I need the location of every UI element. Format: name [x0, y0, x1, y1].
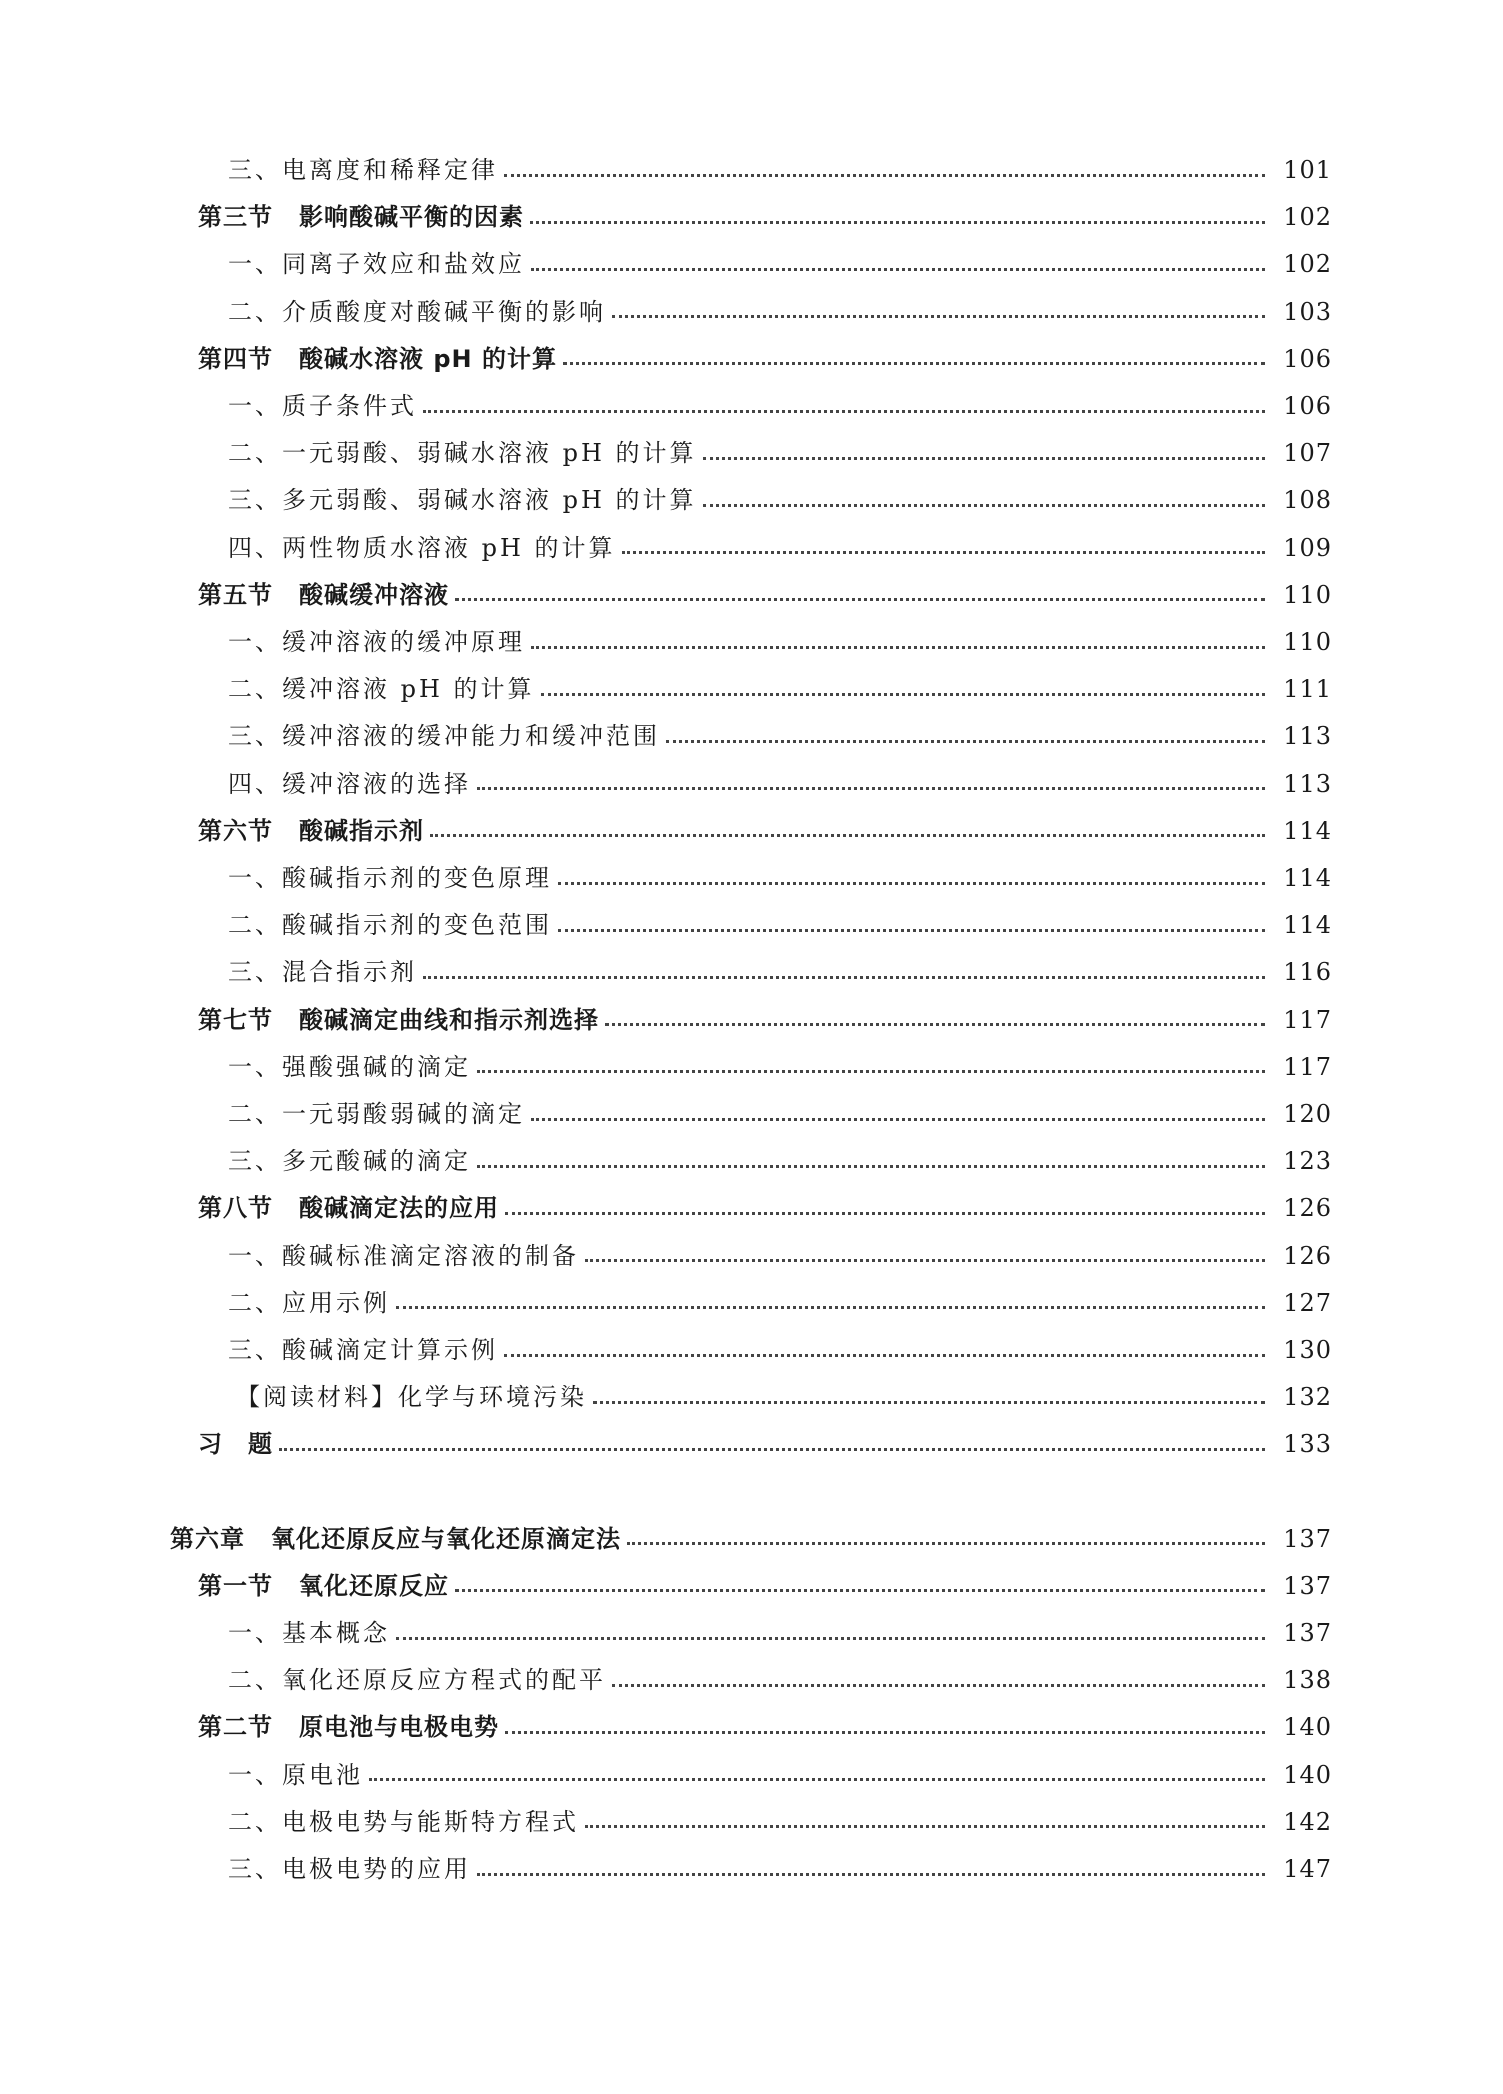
toc-entry-title: [198, 1705, 499, 1749]
toc-entry-title: [198, 195, 524, 239]
toc-entry-number: 第三节: [198, 203, 273, 232]
toc-page-number: 117: [1283, 1052, 1332, 1081]
toc-entry-text: 二、氧化还原反应方程式的配平: [228, 1666, 606, 1695]
toc-section: [198, 1186, 1332, 1230]
toc-entry-text: 影响酸碱平衡的因素: [299, 203, 524, 232]
toc-entry-text: 酸碱缓冲溶液: [299, 580, 449, 609]
toc-page-number: 133: [1283, 1430, 1332, 1459]
toc-entry-text: 二、缓冲溶液 pH 的计算: [228, 675, 535, 704]
toc-subsection: [228, 1139, 1332, 1183]
dot-leader: [627, 1542, 1265, 1545]
toc-page-number: 120: [1283, 1100, 1332, 1128]
toc-subsection: [228, 714, 1332, 758]
toc-entry-number: 第八节: [198, 1194, 273, 1223]
toc-subsection: [228, 856, 1332, 900]
toc-entry-text: 氧化还原反应: [299, 1571, 449, 1600]
toc-subsection: [228, 1611, 1332, 1655]
toc-subsection: [228, 1328, 1332, 1372]
toc-entry-text: 一、酸碱指示剂的变色原理: [228, 864, 552, 892]
toc-page-number: 147: [1283, 1855, 1332, 1883]
toc-entry-text: 一、基本概念: [228, 1619, 390, 1647]
dot-leader: [585, 1259, 1265, 1262]
toc-entry-text: 四、缓冲溶液的选择: [228, 769, 471, 798]
toc-entry-text: 三、酸碱滴定计算示例: [228, 1336, 498, 1364]
toc-entry-text: 酸碱水溶液 pH 的计算: [299, 344, 557, 373]
toc-subsection: [228, 384, 1332, 428]
toc-subsection: [228, 1281, 1332, 1325]
toc-page-number: 116: [1283, 958, 1332, 987]
toc-subsection: [228, 1658, 1332, 1702]
toc-page-number: 102: [1283, 203, 1332, 232]
toc-page-number: 140: [1283, 1760, 1332, 1789]
dot-leader: [505, 1731, 1265, 1734]
toc-entry-title: [198, 1186, 499, 1230]
toc-entry-title: [228, 1611, 390, 1655]
toc-section: [198, 1564, 1332, 1608]
toc-subsection: [228, 1092, 1332, 1136]
toc-subsection: [228, 431, 1332, 475]
toc-page-number: 114: [1283, 911, 1332, 940]
dot-leader: [703, 457, 1266, 460]
dot-leader: [477, 1070, 1265, 1073]
toc-page-number: 106: [1283, 392, 1332, 420]
dot-leader: [563, 362, 1265, 365]
toc-entry-title: [228, 1658, 606, 1702]
toc-subsection: [228, 667, 1332, 711]
toc-section: [198, 1705, 1332, 1749]
toc-entry-title: [228, 1045, 471, 1089]
toc-page-number: 138: [1283, 1666, 1332, 1695]
toc-section: [198, 809, 1332, 853]
dot-leader: [477, 1165, 1265, 1168]
toc-subsection: [228, 1753, 1332, 1797]
dot-leader: [541, 693, 1266, 696]
toc-page-number: 102: [1283, 250, 1332, 279]
toc-page-number: 108: [1283, 486, 1332, 515]
toc-subsection: [228, 290, 1332, 334]
dot-leader: [558, 882, 1265, 885]
dot-leader: [396, 1637, 1265, 1640]
toc-entry-text: 酸碱滴定曲线和指示剂选择: [299, 1005, 599, 1034]
toc-entry-title: [228, 384, 417, 428]
toc-entry-text: 三、多元弱酸、弱碱水溶液 pH 的计算: [228, 486, 697, 515]
toc-entry-number: 第二节: [198, 1713, 273, 1742]
toc-entry-text: 一、同离子效应和盐效应: [228, 250, 525, 279]
toc-section: [198, 337, 1332, 381]
dot-leader: [423, 976, 1265, 979]
toc-entry-title: [198, 573, 449, 617]
toc-entry-number: 第四节: [198, 344, 273, 373]
toc-page-number: 114: [1283, 864, 1332, 892]
toc-entry-text: 三、混合指示剂: [228, 958, 417, 987]
toc-entry-title: [228, 762, 471, 806]
toc-entry-title: [198, 998, 599, 1042]
toc-entry-text: 一、酸碱标准滴定溶液的制备: [228, 1241, 579, 1270]
toc-entry-title: [228, 431, 697, 475]
dot-leader: [455, 1589, 1265, 1592]
dot-leader: [504, 174, 1265, 177]
toc-page-number: 137: [1283, 1524, 1332, 1553]
toc-page-number: 126: [1283, 1194, 1332, 1223]
dot-leader: [612, 1684, 1265, 1687]
dot-leader: [477, 1873, 1265, 1876]
dot-leader: [585, 1825, 1265, 1828]
toc-entry-text: 二、介质酸度对酸碱平衡的影响: [228, 297, 606, 326]
dot-leader: [396, 1306, 1265, 1309]
dot-leader: [430, 834, 1265, 837]
toc-entry-title: [198, 1422, 273, 1466]
toc-entry-text: 原电池与电极电势: [299, 1713, 499, 1742]
toc-entry-text: 【阅读材料】化学与环境污染: [236, 1383, 587, 1412]
toc-entry-text: 氧化还原反应与氧化还原滴定法: [271, 1524, 621, 1553]
toc-entry-title: [228, 1753, 363, 1797]
toc-entry-text: 二、酸碱指示剂的变色范围: [228, 911, 552, 940]
toc-page-number: 123: [1283, 1147, 1332, 1176]
toc-entry-title: [228, 1800, 579, 1844]
toc-entry-title: [228, 1328, 498, 1372]
toc-subsection: [228, 148, 1332, 192]
toc-page-number: 113: [1283, 769, 1332, 798]
dot-leader: [369, 1778, 1265, 1781]
toc-entry-title: [228, 714, 660, 758]
toc-page-number: 127: [1283, 1288, 1332, 1317]
dot-leader: [531, 268, 1265, 271]
dot-leader: [477, 787, 1265, 790]
toc-subsection: [228, 526, 1332, 570]
toc-page-number: 109: [1283, 533, 1332, 562]
toc-entry-text: 一、强酸强碱的滴定: [228, 1052, 471, 1081]
toc-page-number: 101: [1283, 156, 1332, 184]
toc-entry-text: 酸碱滴定法的应用: [299, 1194, 499, 1223]
toc-page-number: 107: [1283, 439, 1332, 468]
toc-entry-text: 三、多元酸碱的滴定: [228, 1147, 471, 1176]
dot-leader: [622, 551, 1266, 554]
toc-subsection: [228, 1045, 1332, 1089]
toc-page-number: 142: [1283, 1807, 1332, 1836]
dot-leader: [423, 410, 1265, 413]
toc-entry-number: 第七节: [198, 1005, 273, 1034]
toc-page-number: 137: [1283, 1619, 1332, 1647]
toc-entry-title: [228, 856, 552, 900]
toc-entry-number: 第六节: [198, 816, 273, 845]
toc-entry-title: [170, 1517, 621, 1561]
toc-entry-title: [198, 337, 557, 381]
dot-leader: [666, 740, 1265, 743]
toc-subsection: [228, 903, 1332, 947]
toc-entry-text: 一、质子条件式: [228, 392, 417, 420]
toc-section: [198, 1422, 1332, 1466]
toc-entry-number: 第一节: [198, 1571, 273, 1600]
toc-entry-text: 一、原电池: [228, 1760, 363, 1789]
toc-page-number: 137: [1283, 1571, 1332, 1600]
dot-leader: [455, 598, 1265, 601]
toc-page-number: 126: [1283, 1241, 1332, 1270]
toc-subsection: [228, 620, 1332, 664]
toc-page-number: 110: [1283, 580, 1332, 609]
toc-page-number: 117: [1283, 1005, 1332, 1034]
toc-entry-title: [228, 242, 525, 286]
toc-entry-title: [228, 290, 606, 334]
toc-entry-title: [228, 667, 535, 711]
toc-subsection: [236, 1375, 1332, 1419]
toc-entry-title: [198, 1564, 449, 1608]
toc-entry-text: 习 题: [198, 1430, 273, 1459]
toc-entry-text: 三、电离度和稀释定律: [228, 156, 498, 184]
toc-subsection: [228, 1800, 1332, 1844]
dot-leader: [505, 1212, 1265, 1215]
toc-entry-text: 三、电极电势的应用: [228, 1855, 471, 1883]
toc-entry-title: [198, 809, 424, 853]
toc-entry-title: [236, 1375, 587, 1419]
toc-entry-title: [228, 1092, 525, 1136]
toc-page-number: 110: [1283, 628, 1332, 656]
toc-entry-title: [228, 1139, 471, 1183]
dot-leader: [530, 221, 1265, 224]
toc-entry-number: 第五节: [198, 580, 273, 609]
toc-entry-text: 三、缓冲溶液的缓冲能力和缓冲范围: [228, 722, 660, 751]
toc-entry-title: [228, 1847, 471, 1891]
toc-page-number: 103: [1283, 297, 1332, 326]
toc-page-number: 114: [1283, 816, 1332, 845]
toc-entry-text: 二、电极电势与能斯特方程式: [228, 1807, 579, 1836]
toc-page-number: 132: [1283, 1383, 1332, 1412]
toc-entry-title: [228, 1234, 579, 1278]
toc-section: [198, 573, 1332, 617]
dot-leader: [703, 504, 1266, 507]
dot-leader: [279, 1448, 1265, 1451]
dot-leader: [531, 646, 1265, 649]
toc-entry-number: 第六章: [170, 1524, 245, 1553]
dot-leader: [558, 929, 1265, 932]
toc-subsection: [228, 1234, 1332, 1278]
toc-entry-title: [228, 1281, 390, 1325]
dot-leader: [531, 1118, 1265, 1121]
toc-entry-title: [228, 148, 498, 192]
toc-subsection: [228, 950, 1332, 994]
toc-entry-title: [228, 526, 616, 570]
toc-entry-title: [228, 620, 525, 664]
toc-entry-title: [228, 478, 697, 522]
toc-subsection: [228, 1847, 1332, 1891]
toc-subsection: [228, 762, 1332, 806]
toc-page-number: 111: [1283, 675, 1332, 704]
toc-page-number: 130: [1283, 1336, 1332, 1364]
toc-entry-title: [228, 950, 417, 994]
dot-leader: [504, 1354, 1265, 1357]
toc-chapter: [170, 1517, 1332, 1561]
toc-page-number: 113: [1283, 722, 1332, 751]
toc-page-number: 106: [1283, 344, 1332, 373]
toc-section: [198, 195, 1332, 239]
toc-section: [198, 998, 1332, 1042]
toc-entry-text: 二、一元弱酸、弱碱水溶液 pH 的计算: [228, 439, 697, 468]
dot-leader: [593, 1401, 1265, 1404]
toc-entry-text: 四、两性物质水溶液 pH 的计算: [228, 533, 616, 562]
toc-entry-text: 二、一元弱酸弱碱的滴定: [228, 1100, 525, 1128]
toc-entry-title: [228, 903, 552, 947]
toc-entry-text: 二、应用示例: [228, 1288, 390, 1317]
toc-subsection: [228, 478, 1332, 522]
toc-subsection: [228, 242, 1332, 286]
toc-page-number: 140: [1283, 1713, 1332, 1742]
toc-entry-text: 一、缓冲溶液的缓冲原理: [228, 628, 525, 656]
toc-entry-text: 酸碱指示剂: [299, 816, 424, 845]
dot-leader: [612, 315, 1265, 318]
dot-leader: [605, 1023, 1265, 1026]
